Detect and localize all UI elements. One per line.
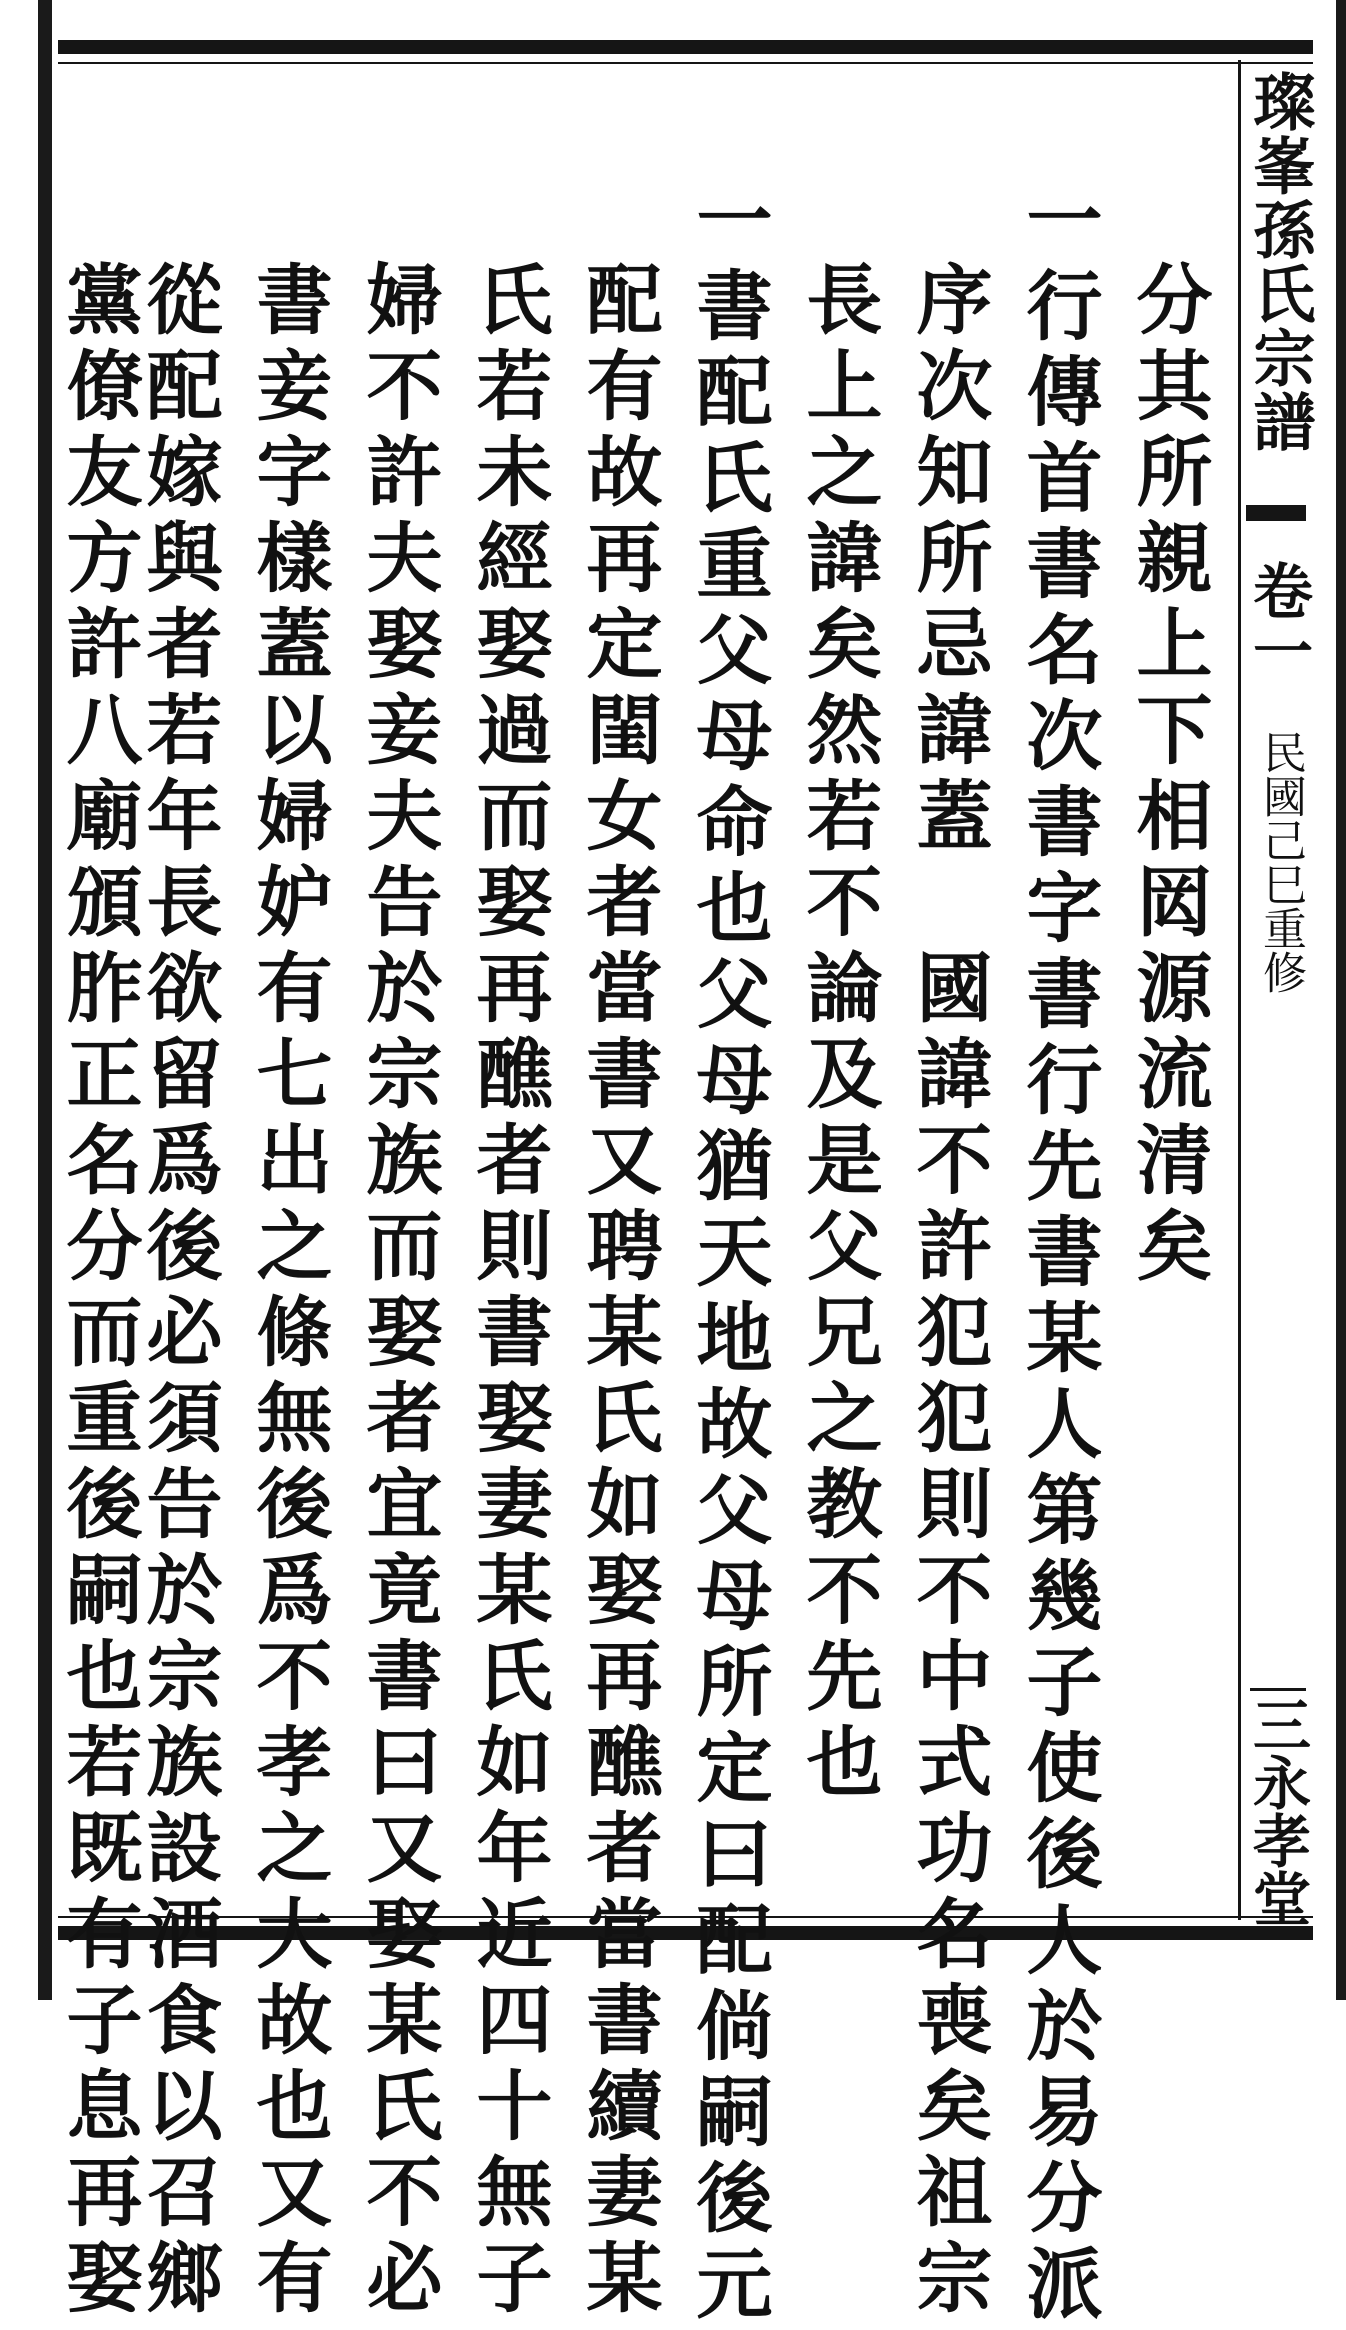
hall-name: 三永孝堂 bbox=[1243, 1695, 1311, 1927]
text-column-2: 一行傳首書名次書字書行先書某人第幾子使後人於易分派 bbox=[1014, 180, 1103, 2330]
edition-label: 民國己巳重修 bbox=[1255, 730, 1306, 994]
binding-edge bbox=[38, 0, 52, 2000]
text-column-5: 一書配氏重父母命也父母猶天地故父母所定曰配倘嗣後元 bbox=[684, 180, 773, 2330]
text-column-9: 書妾字樣蓋以婦妒有七出之條無後爲不孝之大故也又有 bbox=[244, 260, 333, 2324]
text-column-3: 序次知所忌諱蓋 國諱不許犯犯則不中式功名喪矣祖宗 bbox=[904, 260, 993, 2324]
text-column-1: 分其所親上下相㒺源流清矣 bbox=[1124, 260, 1213, 1292]
text-column-4: 長上之諱矣然若不論及是父兄之教不先也 bbox=[794, 260, 883, 1808]
genealogy-title: 璨峯孫氏宗譜 bbox=[1243, 70, 1316, 454]
page-edge bbox=[1336, 0, 1346, 2000]
text-column-8: 婦不許夫娶妾夫告於宗族而娶者宜竟書曰又娶某氏不必 bbox=[354, 260, 443, 2324]
hall-divider bbox=[1250, 1688, 1306, 1691]
text-column-7: 氏若未經娶過而娶再醮者則書娶妻某氏如年近四十無子 bbox=[464, 260, 553, 2324]
text-column-10: 從配嫁與者若年長欲留爲後必須告於宗族設酒食以召鄉 bbox=[134, 260, 223, 2324]
frame-top-inner-line bbox=[58, 62, 1313, 64]
text-column-11: 黨僚友方許八廟頒胙正名分而重後嗣也若既有子息再娶 bbox=[54, 260, 143, 2324]
text-column-6: 配有故再定閨女者當書又聘某氏如娶再醮者當書續妻某 bbox=[574, 260, 663, 2324]
volume-label: 卷一 bbox=[1243, 560, 1313, 680]
fishtail-mark bbox=[1246, 505, 1306, 521]
